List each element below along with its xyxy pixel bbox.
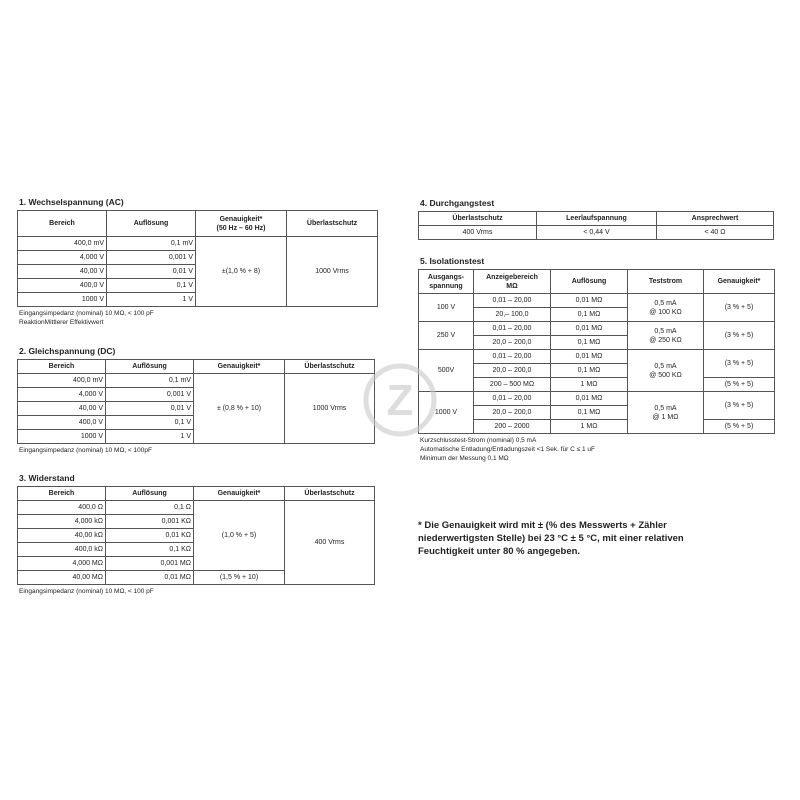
table-row xyxy=(419,392,775,406)
table-row xyxy=(419,322,775,336)
range-cell: 400,0 V xyxy=(18,279,107,293)
range-cell: 1000 V xyxy=(18,430,106,444)
accuracy-cell: (3 % + 5) xyxy=(704,392,775,420)
current-cell: 0,5 mA @ 100 KΩ xyxy=(628,294,704,322)
section-title: 2. Gleichspannung (DC) xyxy=(19,346,116,356)
insulation-table xyxy=(418,269,775,434)
range-cell: 400,0 mV xyxy=(18,374,106,388)
resolution-cell: 0,1 V xyxy=(106,416,194,430)
resolution-cell: 0,001 V xyxy=(107,251,196,265)
resolution-cell: 0,1 KΩ xyxy=(106,543,194,557)
accuracy-cell: (3 % + 5) xyxy=(704,322,775,350)
range-cell: 4,000 V xyxy=(18,251,107,265)
resolution-cell: 0,1 mV xyxy=(107,237,196,251)
range-cell: 0,01 – 20,00 xyxy=(474,392,551,406)
accuracy-cell: (5 % + 5) xyxy=(704,378,775,392)
note: Kurzschlusstest-Strom (nominal) 0,5 mA xyxy=(420,437,537,444)
open-voltage-cell: < 0,44 V xyxy=(537,226,657,240)
resolution-cell: 1 V xyxy=(107,293,196,307)
col-header: Genauigkeit* xyxy=(704,270,775,294)
section-title: 4. Durchgangstest xyxy=(420,198,495,208)
watermark-logo xyxy=(360,360,440,440)
table-row xyxy=(419,350,775,364)
table-row xyxy=(18,237,378,251)
current-cell: 0,5 mA @ 250 KΩ xyxy=(628,322,704,350)
range-cell: 4,000 kΩ xyxy=(18,515,106,529)
resolution-cell: 0,1 MΩ xyxy=(551,336,628,350)
accuracy-footnote: * Die Genauigkeit wird mit ± (% des Messwerts + Zähler niederwertigsten Stelle) bei 23 °C ± 5 °C, mit einer relativen Feuchtigkeit unter 80 % angegeben. xyxy=(418,520,684,557)
col-header: Überlastschutz xyxy=(419,212,537,226)
resolution-cell: 0,1 MΩ xyxy=(551,406,628,420)
col-header: Bereich xyxy=(18,487,106,501)
section-title: 5. Isolationstest xyxy=(420,256,485,266)
col-header: Teststrom xyxy=(628,270,704,294)
range-cell: 4,000 V xyxy=(18,388,106,402)
resolution-cell: 0,01 KΩ xyxy=(106,529,194,543)
overload-cell: 1000 Vrms xyxy=(287,237,378,307)
resolution-cell: 0,1 Ω xyxy=(106,501,194,515)
voltage-cell: 100 V xyxy=(419,294,474,322)
note: ReaktionMittlerer Effektivwert xyxy=(19,319,104,326)
range-cell: 200 – 2000 xyxy=(474,420,551,434)
table-row xyxy=(419,226,774,240)
col-header: Bereich xyxy=(18,211,107,237)
range-cell: 200 – 500 MΩ xyxy=(474,378,551,392)
voltage-cell: 250 V xyxy=(419,322,474,350)
section-resistance xyxy=(17,473,375,596)
accuracy-cell: (1,5 % + 10) xyxy=(194,571,285,585)
range-cell: 400,0 V xyxy=(18,416,106,430)
resolution-cell: 0,001 V xyxy=(106,388,194,402)
range-cell: 20,0 – 200,0 xyxy=(474,364,551,378)
col-header: Leerlaufspannung xyxy=(537,212,657,226)
range-cell: 1000 V xyxy=(18,293,107,307)
range-cell: 20,– 100,0 xyxy=(474,308,551,322)
note: Eingangsimpedanz (nominal) 10 MΩ, < 100 pF xyxy=(19,588,154,595)
range-cell: 40,00 V xyxy=(18,265,107,279)
voltage-cell: 500V xyxy=(419,350,474,392)
accuracy-cell: (5 % + 5) xyxy=(704,420,775,434)
col-header: Auflösung xyxy=(106,360,194,374)
current-cell: 0,5 mA @ 1 MΩ xyxy=(628,392,704,434)
range-cell: 4,000 MΩ xyxy=(18,557,106,571)
section-insulation xyxy=(418,256,775,463)
note: Eingangsimpedanz (nominal) 10 MΩ, < 100pF xyxy=(19,447,152,454)
current-cell: 0,5 mA @ 500 KΩ xyxy=(628,350,704,392)
overload-cell: 400 Vrms xyxy=(285,501,375,585)
section-continuity xyxy=(418,198,774,240)
accuracy-cell: (1,0 % + 5) xyxy=(194,501,285,571)
col-header: Anzeigebereich MΩ xyxy=(474,270,551,294)
ac-voltage-table xyxy=(17,210,378,307)
col-header: Genauigkeit* xyxy=(194,360,285,374)
watermark-letter: Z xyxy=(386,376,414,425)
accuracy-cell: ±(1,0 % + 8) xyxy=(196,237,287,307)
continuity-table xyxy=(418,211,774,240)
range-cell: 0,01 – 20,00 xyxy=(474,294,551,308)
overload-cell: 400 Vrms xyxy=(419,226,537,240)
note: Automatische Entladung/Entladungszeit <1 Sek. für C ≤ 1 uF xyxy=(420,446,596,453)
accuracy-cell: (3 % + 5) xyxy=(704,294,775,322)
dc-voltage-table xyxy=(17,359,375,444)
col-header: Ausgangs-spannung xyxy=(419,270,474,294)
resolution-cell: 0,1 MΩ xyxy=(551,364,628,378)
table-row xyxy=(18,501,375,515)
col-header: Überlastschutz xyxy=(287,211,378,237)
resolution-cell: 1 MΩ xyxy=(551,420,628,434)
table-row xyxy=(18,374,375,388)
section-dc-voltage xyxy=(17,346,375,455)
range-cell: 40,00 kΩ xyxy=(18,529,106,543)
range-cell: 0,01 – 20,00 xyxy=(474,350,551,364)
threshold-cell: < 40 Ω xyxy=(657,226,774,240)
range-cell: 40,00 V xyxy=(18,402,106,416)
resolution-cell: 1 V xyxy=(106,430,194,444)
col-header: Bereich xyxy=(18,360,106,374)
note: Minimum der Messung 0,1 MΩ xyxy=(420,455,509,462)
resolution-cell: 0,01 MΩ xyxy=(551,350,628,364)
range-cell: 400,0 kΩ xyxy=(18,543,106,557)
resolution-cell: 0,1 mV xyxy=(106,374,194,388)
section-title: 3. Widerstand xyxy=(19,473,75,483)
resolution-cell: 0,1 MΩ xyxy=(551,308,628,322)
section-title: 1. Wechselspannung (AC) xyxy=(19,197,124,207)
col-header: Auflösung xyxy=(106,487,194,501)
overload-cell: 1000 Vrms xyxy=(285,374,375,444)
resistance-table xyxy=(17,486,375,585)
range-cell: 0,01 – 20,00 xyxy=(474,322,551,336)
range-cell: 20,0 – 200,0 xyxy=(474,406,551,420)
col-header: Genauigkeit* xyxy=(194,487,285,501)
note: Eingangsimpedanz (nominal) 10 MΩ, < 100 pF xyxy=(19,310,154,317)
col-header: Ansprechwert xyxy=(657,212,774,226)
col-header: Genauigkeit* (50 Hz – 60 Hz) xyxy=(196,211,287,237)
resolution-cell: 0,01 MΩ xyxy=(551,322,628,336)
range-cell: 400,0 mV xyxy=(18,237,107,251)
resolution-cell: 0,01 V xyxy=(106,402,194,416)
accuracy-cell: ± (0,8 % + 10) xyxy=(194,374,285,444)
resolution-cell: 0,01 V xyxy=(107,265,196,279)
resolution-cell: 0,01 MΩ xyxy=(106,571,194,585)
col-header: Überlastschutz xyxy=(285,360,375,374)
col-header: Überlastschutz xyxy=(285,487,375,501)
resolution-cell: 0,1 V xyxy=(107,279,196,293)
resolution-cell: 1 MΩ xyxy=(551,378,628,392)
resolution-cell: 0,001 KΩ xyxy=(106,515,194,529)
resolution-cell: 0,01 MΩ xyxy=(551,294,628,308)
accuracy-cell: (3 % + 5) xyxy=(704,350,775,378)
resolution-cell: 0,001 MΩ xyxy=(106,557,194,571)
range-cell: 400,0 Ω xyxy=(18,501,106,515)
range-cell: 40,00 MΩ xyxy=(18,571,106,585)
section-ac-voltage xyxy=(17,197,378,327)
table-row xyxy=(419,294,775,308)
col-header: Auflösung xyxy=(551,270,628,294)
resolution-cell: 0,01 MΩ xyxy=(551,392,628,406)
voltage-cell: 1000 V xyxy=(419,392,474,434)
range-cell: 20,0 – 200,0 xyxy=(474,336,551,350)
col-header: Auflösung xyxy=(107,211,196,237)
